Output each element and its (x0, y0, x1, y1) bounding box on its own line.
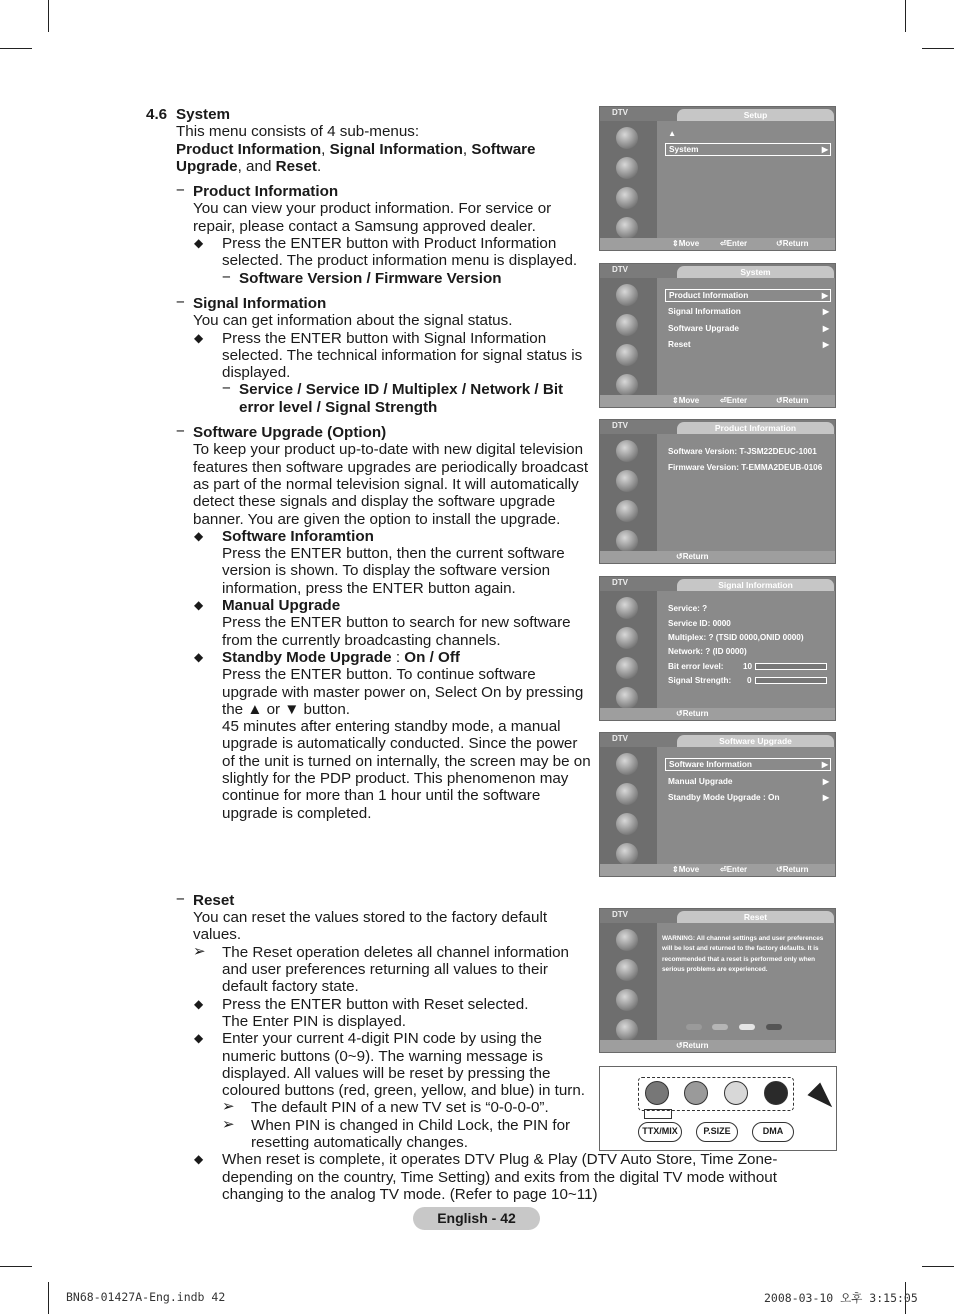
crop-mark (922, 1266, 954, 1267)
tv-screen-signal-info: DTV Signal Information Service: ? Service ID: 0000 Multiplex: ? (TSID 0000,ONID 0000) Network: ? (ID 0000) Bit error level: 10 Signal Strength: 0 ↺ Return (599, 576, 836, 721)
screen-title: Software Upgrade (677, 735, 834, 747)
pin-dot (766, 1024, 782, 1030)
menu-item-software-upgrade[interactable]: Software Upgrade ▶ (668, 323, 829, 333)
move-hint: ⇕ Move (672, 239, 700, 248)
screen-title: Signal Information (677, 579, 834, 591)
enter-hint: ⏎ Enter (720, 239, 748, 248)
screen-title: Product Information (677, 422, 834, 434)
screen-title: Setup (677, 109, 834, 121)
menu-item-product-info[interactable]: Product Information ▶ (665, 289, 831, 302)
section-number: 4.6 (146, 106, 168, 123)
sound-icon (616, 157, 638, 179)
reset-section: − Reset You can reset the values stored to the factory default values. ➢ The Reset operation deletes all channel information and user preferences returning all values to their default factory state. ◆ Press the ENTER button with Reset selected. The Enter PIN is displayed. ◆ Enter your current 4-digit PIN code by using the numeric buttons (0~9). The warning message is displayed. All values will be reset by pressing the coloured buttons (red, green, yellow, and blue) in turn. ➢ The default PIN of a new TV set is “0-0-0-0”. ➢ When PIN is changed in Child Lock, the PIN for resetting automatically changes. ◆ When reset is complete, it operates DTV Plug & Play (DTV Auto Store, Time Zone-depending on the country, Time Setting) and exits from the digital TV mode without changing to the analog TV mode. (Refer to page 10~11) (176, 890, 778, 1203)
up-arrow-icon[interactable]: ▲ (668, 128, 677, 138)
pin-dot (712, 1024, 728, 1030)
page-number: English - 42 (413, 1207, 540, 1230)
menu-item-manual-upgrade[interactable]: Manual Upgrade ▶ (668, 776, 829, 786)
crop-mark (48, 1282, 49, 1314)
input-icon (616, 217, 638, 239)
bit-error-bar (755, 663, 827, 670)
crop-mark (922, 48, 954, 49)
setup-gear-icon (616, 187, 638, 209)
menu-item-system[interactable]: System ▶ (665, 143, 831, 156)
bit-error-label: Bit error level: 10 (668, 662, 753, 671)
firmware-version: Firmware Version: T-EMMA2DEUB-0106 (668, 463, 823, 472)
crop-mark (0, 48, 32, 49)
menu-item-signal-info[interactable]: Signal Information ▶ (668, 306, 829, 316)
return-hint: ↺ Return (676, 552, 709, 561)
yellow-button[interactable] (724, 1081, 748, 1105)
software-upgrade-section: − Software Upgrade (Option) To keep your product up-to-date with new digital television features then software upgrades are periodically broadcast as part of the normal television signal. It will automatically detect these signals and display the software upgrade banner. You are given the option to install the upgrade. ◆ Software Inforamtion Press the ENTER button, then the current software version is shown. To display the software version information, press the ENTER button again. ◆ Manual Upgrade Press the ENTER button to search for new software from the currently broadcasting channels. ◆ Standby Mode Upgrade : On / Off Press the ENTER button. To continue software upgrade with master power on, Select On by pressing the ▲ or ▼ button. 45 minutes after entering standby mode, a manual upgrade is automatically conducted. Since the power of the unit is turned on internally, the screen may be on slightly for the PDP product. This phenomenon may continue for more than 1 hour until the software upgrade is completed. (176, 423, 591, 822)
crop-mark (905, 0, 906, 32)
tv-screen-reset: DTV Reset WARNING: All channel settings and user preferences will be lost and returned to the factory defaults. It is recommended that a reset is performed only when serious problems are experienced. ↺ Return (599, 908, 836, 1053)
return-hint: ↺ Return (776, 239, 809, 248)
pin-dot (739, 1024, 755, 1030)
file-name: BN68-01427A-Eng.indb 42 (66, 1290, 226, 1304)
menu-item-reset[interactable]: Reset ▶ (668, 339, 829, 349)
print-date: 2008-03-10 오후 3:15:05 (764, 1291, 918, 1305)
tv-screen-software-upgrade: DTV Software Upgrade Software Information ▶ Manual Upgrade ▶ Standby Mode Upgrade : On ▶ ⇕ Move ⏎ Enter ↺ Return (599, 732, 836, 877)
signal-info-section: − Signal Information You can get information about the signal status. ◆ Press the ENTER button with Signal Information selected. The technical information for signal status is displayed. − Service / Service ID / Multiplex / Network / Bit error level / Signal Strength (176, 293, 583, 416)
red-button[interactable] (645, 1081, 669, 1105)
screen-title: Reset (677, 911, 834, 923)
tv-screen-product-info: DTV Product Information Software Version: T-JSM22DEUC-1001 Firmware Version: T-EMMA2DEUB-0106 ↺ Return (599, 419, 836, 564)
picture-icon (616, 127, 638, 149)
dma-button[interactable]: DMA (752, 1122, 794, 1142)
screen-title: System (677, 266, 834, 278)
tv-screen-setup: DTV Setup ▲ System ▶ ⇕ Move ⏎ Enter ↺ Return (599, 106, 836, 251)
ttx-mix-button[interactable]: TTX/MIX (638, 1122, 682, 1142)
crop-mark (0, 1266, 32, 1267)
section-title: System (176, 106, 231, 123)
tv-screen-system: DTV System Product Information ▶ Signal Information ▶ Software Upgrade ▶ Reset ▶ ⇕ Move ⏎ Enter ↺ Return (599, 263, 836, 408)
menu-item-standby-upgrade[interactable]: Standby Mode Upgrade : On ▶ (668, 792, 829, 802)
green-button[interactable] (684, 1081, 708, 1105)
software-version: Software Version: T-JSM22DEUC-1001 (668, 447, 817, 456)
psize-button[interactable]: P.SIZE (696, 1122, 738, 1142)
blue-button[interactable] (764, 1081, 788, 1105)
submenu-list: Product Information, Signal Information, Software Upgrade, and Reset. (176, 140, 536, 175)
menu-item-software-info[interactable]: Software Information ▶ (665, 758, 831, 771)
pin-dot (686, 1024, 702, 1030)
reset-warning: WARNING: All channel settings and user preferences will be lost and returned to the factory defaults. It is recommended that a reset is performed only when serious problems are experienced. (662, 935, 824, 973)
section-heading (146, 106, 592, 123)
crop-mark (48, 0, 49, 32)
remote-illustration (599, 1066, 837, 1151)
signal-strength-label: Signal Strength: 0 (668, 676, 752, 685)
teletext-icon (644, 1109, 672, 1119)
signal-strength-bar (755, 677, 827, 684)
product-info-section: − Product Information You can view your product information. For service or repair, please contact a Samsung approved dealer. ◆ Press the ENTER button with Product Information selected. The product information menu is displayed. − Software Version / Firmware Version (176, 182, 578, 287)
pointer-arrow-icon (807, 1082, 838, 1113)
section-intro: This menu consists of 4 sub-menus: Product Information, Signal Information, Software Upgrade, and Reset. (176, 123, 592, 175)
